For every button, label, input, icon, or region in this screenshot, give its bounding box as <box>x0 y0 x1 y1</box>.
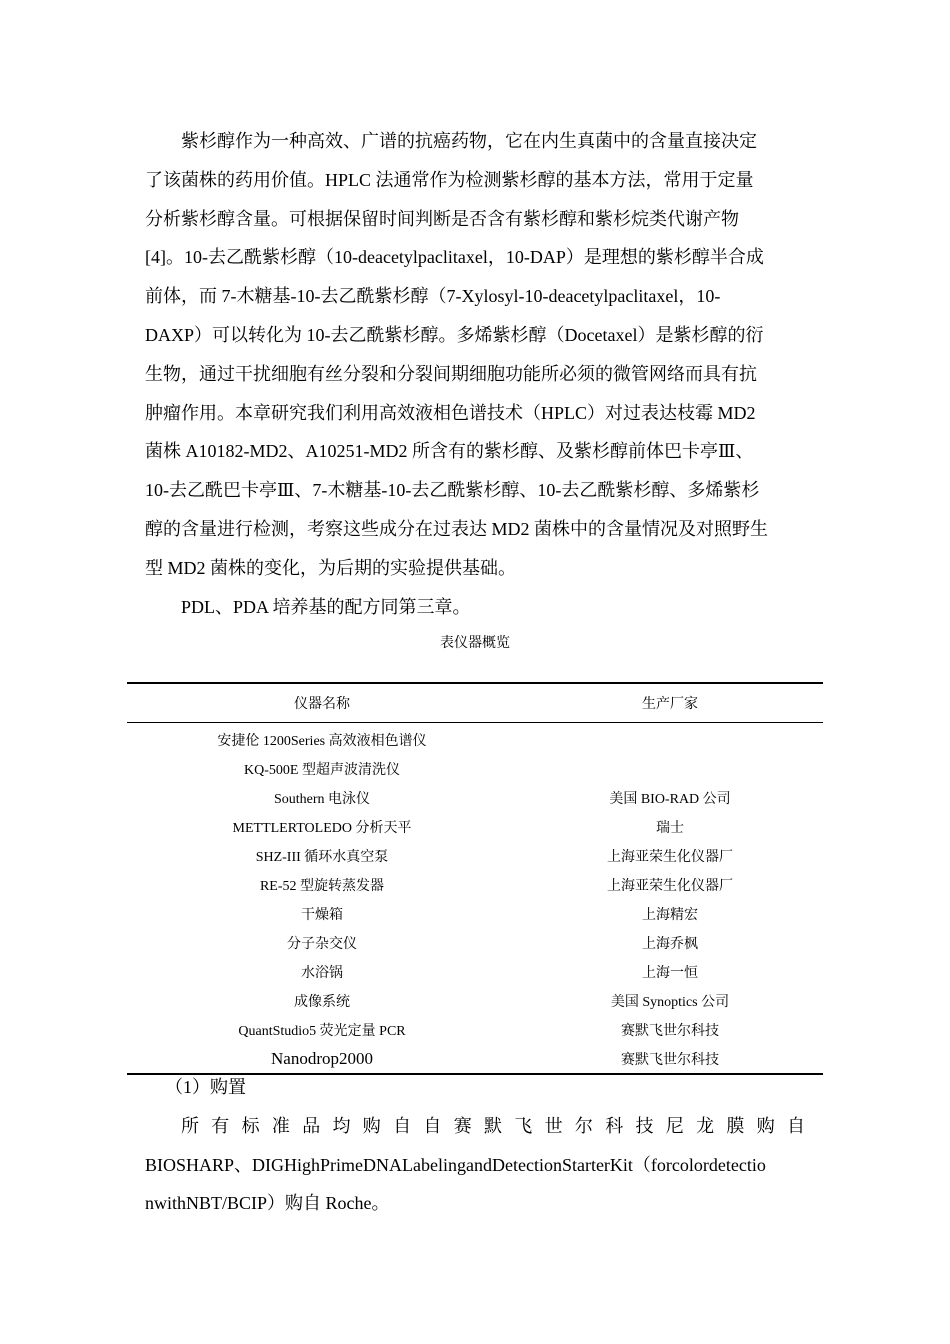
table-row <box>127 841 823 870</box>
paragraph-line: 醇的含量进行检测，考察这些成分在过表达 MD2 菌株中的含量情况及对照野生 <box>145 518 769 539</box>
table-row <box>127 1015 823 1044</box>
paragraph-line: 紫杉醇作为一种高效、广谱的抗癌药物，它在内生真菌中的含量直接决定 <box>181 131 757 151</box>
table-row <box>127 957 823 986</box>
table-row <box>127 928 823 957</box>
instrument-table <box>127 682 823 1075</box>
instrument-name-cell: Nanodrop2000 <box>127 1044 517 1074</box>
table-row <box>127 723 823 755</box>
manufacturer-cell: 上海精宏 <box>642 907 698 923</box>
instrument-name-cell: RE-52 型旋转蒸发器 <box>259 878 385 894</box>
medium-paragraph: PDL、PDA 培养基的配方同第三章。 <box>181 596 471 617</box>
paragraph-line: 前体，而 7-木糖基-10-去乙酰紫杉醇（7-Xylosyl-10-deacetylpaclitaxel，10- <box>145 286 721 307</box>
table-row <box>127 870 823 899</box>
paragraph-line: 10-去乙酰巴卡亭Ⅲ、7-木糖基-10-去乙酰紫杉醇、10-去乙酰紫杉醇、多烯紫杉 <box>145 480 760 501</box>
paragraph-line: [4]。10-去乙酰紫杉醇（10-deacetylpaclitaxel，10-DAP）是理想的紫杉醇半合成 <box>145 247 764 268</box>
manufacturer-cell: 上海一恒 <box>642 965 698 981</box>
purchase-line: 所有标准品均购自自赛默飞世尔科技尼龙膜购自 <box>181 1115 807 1136</box>
instrument-name-cell: SHZ-III 循环水真空泵 <box>255 849 389 865</box>
table-row <box>127 986 823 1015</box>
instrument-name-cell: 安捷伦 1200Series 高效液相色谱仪 <box>217 733 427 749</box>
manufacturer-cell: 瑞士 <box>656 820 684 836</box>
intro-paragraph-block <box>145 122 807 626</box>
table-row <box>127 754 823 783</box>
table-row <box>127 899 823 928</box>
instrument-name-cell: QuantStudio5 荧光定量 PCR <box>238 1023 406 1039</box>
table-row <box>127 812 823 841</box>
instrument-name-cell: Southern 电泳仪 <box>273 791 371 807</box>
instrument-name-cell: KQ-500E 型超声波清洗仪 <box>244 762 400 778</box>
manufacturer-cell <box>517 754 823 783</box>
manufacturer-cell: 赛默飞世尔科技 <box>621 1023 719 1039</box>
paragraph-line: 生物，通过干扰细胞有丝分裂和分裂间期细胞功能所必须的微管网络而具有抗 <box>145 363 757 384</box>
paragraph-line: 菌株 A10182-MD2、A10251-MD2 所含有的紫杉醇、及紫杉醇前体巴卡亭Ⅲ、 <box>145 441 754 462</box>
paragraph-line: 肿瘤作用。本章研究我们利用高效液相色谱技术（HPLC）对过表达枝霉 MD2 <box>145 402 756 423</box>
instrument-name-cell: 成像系统 <box>294 994 350 1010</box>
paragraph-line: 型 MD2 菌株的变化，为后期的实验提供基础。 <box>145 557 517 578</box>
manufacturer-cell: 上海乔枫 <box>642 936 698 952</box>
paragraph-line: 分析紫杉醇含量。可根据保留时间判断是否含有紫杉醇和紫杉烷类代谢产物 <box>145 208 739 229</box>
manufacturer-cell <box>517 723 823 755</box>
manufacturer-cell: 赛默飞世尔科技 <box>517 1044 823 1074</box>
table-caption: 表仪器概览 <box>440 636 510 651</box>
purchase-line: nwithNBT/BCIP）购自 Roche。 <box>145 1193 390 1214</box>
manufacturer-cell: 美国 BIO-RAD 公司 <box>609 791 731 807</box>
paragraph-line: 了该菌株的药用价值。HPLC 法通常作为检测紫杉醇的基本方法，常用于定量 <box>145 169 754 190</box>
header-instrument-name: 仪器名称 <box>127 683 517 723</box>
purchase-line: BIOSHARP、DIGHighPrimeDNALabelingandDetectionStarterKit（forcolordetectio <box>145 1154 766 1175</box>
purchase-section <box>145 1068 807 1223</box>
manufacturer-cell: 美国 Synoptics 公司 <box>610 994 730 1010</box>
instrument-name-cell: 水浴锅 <box>301 965 343 981</box>
instrument-name-cell: METTLERTOLEDO 分析天平 <box>232 820 412 836</box>
instrument-name-cell: 干燥箱 <box>301 907 343 923</box>
manufacturer-cell: 上海亚荣生化仪器厂 <box>607 849 733 865</box>
manufacturer-cell: 上海亚荣生化仪器厂 <box>607 878 733 894</box>
section-heading: （1）购置 <box>165 1077 246 1097</box>
table-header-row <box>127 683 823 723</box>
header-manufacturer: 生产厂家 <box>517 683 823 723</box>
table-row <box>127 783 823 812</box>
paragraph-line: DAXP）可以转化为 10-去乙酰紫杉醇。多烯紫杉醇（Docetaxel）是紫杉醇的衍 <box>145 324 764 345</box>
instrument-name-cell: 分子杂交仪 <box>287 936 357 952</box>
